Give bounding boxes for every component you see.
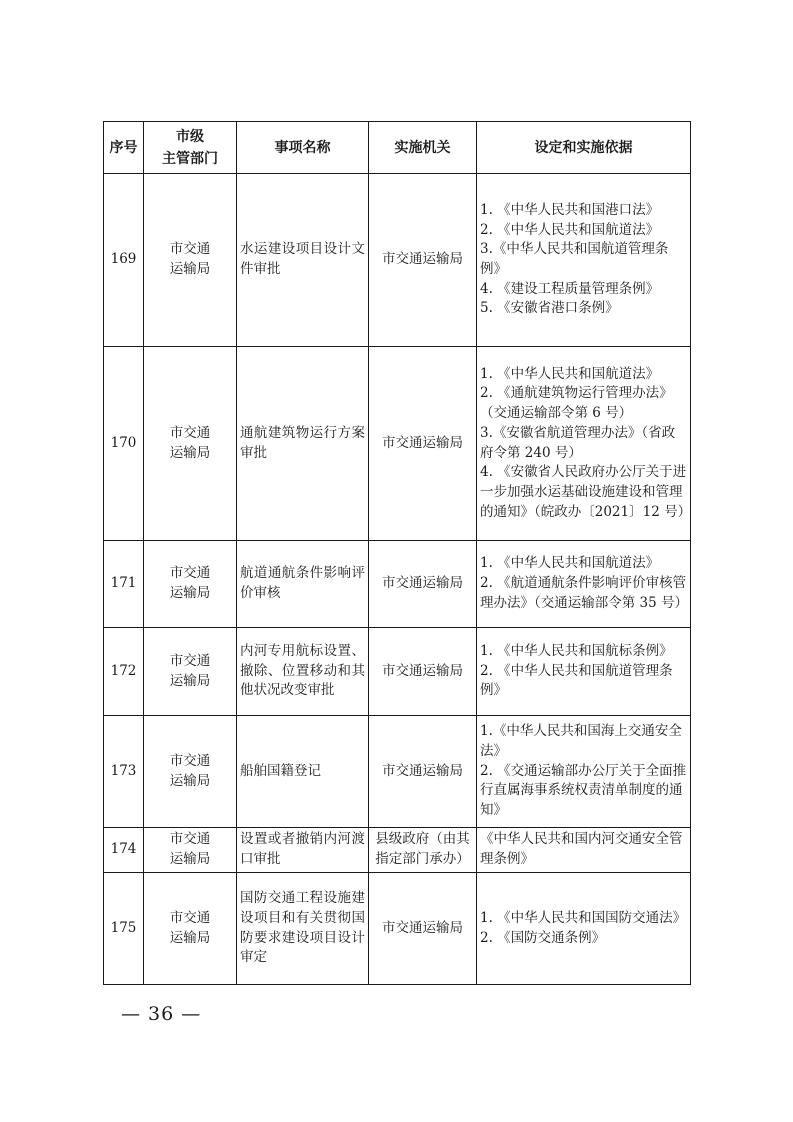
cell-dept-line: 运输局 [169,851,211,867]
cell-item-name: 国防交通工程设施建设项目和有关贯彻国防要求建设项目设计审定 [237,873,369,985]
cell-basis [477,174,691,347]
basis-item: 1. 《中华人民共和国航道法》 [480,365,660,382]
cell-dept [144,628,237,716]
table-row [104,347,691,541]
header-agency: 实施机关 [369,122,477,174]
cell-agency: 市交通运输局 [369,347,477,541]
cell-dept-line: 市交通 [169,652,211,669]
header-name: 事项名称 [237,122,369,174]
cell-dept-line: 运输局 [169,929,211,946]
table-row [104,716,691,828]
table-row [104,873,691,985]
cell-dept [144,873,237,985]
cell-item-name: 通航建筑物运行方案审批 [237,347,369,541]
header-dept-line1: 市级 [176,128,204,145]
table-header-row [104,122,691,174]
cell-dept-line: 运输局 [169,672,211,689]
cell-basis [477,541,691,628]
cell-dept [144,828,237,873]
cell-agency: 县级政府（由其指定部门承办） [369,828,477,873]
cell-agency: 市交通运输局 [369,628,477,716]
cell-no: 174 [104,828,144,873]
table-body [104,174,691,985]
cell-dept-line: 运输局 [169,261,211,277]
cell-dept [144,347,237,541]
basis-item: 1.《中华人民共和国海上交通安全法》 [480,723,682,759]
cell-dept-line: 运输局 [169,585,211,601]
basis-item: 4. 《安徽省人民政府办公厅关于进一步加强水运基础设施建设和管理的通知》（皖政办〔2021〕12 号） [480,464,692,520]
cell-dept-line: 市交通 [169,831,211,848]
cell-basis [477,828,691,873]
basis-item: 3.《安徽省航道管理办法》（省政府令第 240 号） [480,424,676,461]
cell-dept-line: 市交通 [169,909,211,926]
header-dept [144,122,237,174]
header-dept-line2: 主管部门 [162,150,218,167]
cell-dept [144,716,237,828]
table-row [104,628,691,716]
table-row [104,828,691,873]
header-no: 序号 [104,122,144,174]
cell-agency: 市交通运输局 [369,541,477,628]
basis-item: 3.《中华人民共和国航道管理条例》 [480,241,669,277]
basis-item: 1. 《中华人民共和国航标条例》 [480,642,673,659]
cell-item-name: 水运建设项目设计文件审批 [237,174,369,347]
cell-dept-line: 运输局 [169,444,211,461]
basis-item: 2. 《国防交通条例》 [480,929,606,946]
cell-no: 173 [104,716,144,828]
basis-item: 《中华人民共和国内河交通安全管理条例》 [480,831,683,867]
cell-agency: 市交通运输局 [369,716,477,828]
basis-item: 1. 《中华人民共和国港口法》 [480,201,660,218]
page-number: — 36 — [121,1003,202,1025]
administrative-items-table [103,121,691,985]
cell-basis [477,716,691,828]
cell-dept [144,174,237,347]
basis-item: 2. 《通航建筑物运行管理办法》（交通运输部令第 6 号） [480,385,673,422]
cell-basis [477,347,691,541]
basis-item: 1. 《中华人民共和国航道法》 [480,555,660,572]
cell-item-name: 设置或者撤销内河渡口审批 [237,828,369,873]
cell-item-name: 航道通航条件影响评价审核 [237,541,369,628]
cell-no: 170 [104,347,144,541]
basis-item: 4. 《建设工程质量管理条例》 [480,280,660,297]
cell-item-name: 内河专用航标设置、撤除、位置移动和其他状况改变审批 [237,628,369,716]
cell-dept [144,541,237,628]
cell-no: 171 [104,541,144,628]
cell-basis [477,628,691,716]
table-row [104,174,691,347]
basis-item: 5. 《安徽省港口条例》 [480,300,619,317]
cell-agency: 市交通运输局 [369,873,477,985]
cell-agency: 市交通运输局 [369,174,477,347]
cell-dept-line: 市交通 [169,241,211,258]
cell-no: 172 [104,628,144,716]
basis-item: 2. 《中华人民共和国航道法》 [480,221,660,238]
basis-item: 2. 《交通运输部办公厅关于全面推行直属海事系统权责清单制度的通知》 [480,762,687,819]
cell-dept-line: 市交通 [169,565,211,582]
cell-no: 175 [104,873,144,985]
basis-item: 2. 《中华人民共和国航道管理条例》 [480,662,673,699]
table-row [104,541,691,628]
cell-dept-line: 运输局 [169,772,211,789]
cell-item-name: 船舶国籍登记 [237,716,369,828]
cell-dept-line: 市交通 [169,424,211,441]
cell-dept-line: 市交通 [169,752,211,769]
cell-basis [477,873,691,985]
header-basis: 设定和实施依据 [477,122,691,174]
basis-item: 1. 《中华人民共和国国防交通法》 [480,909,687,926]
cell-no: 169 [104,174,144,347]
basis-item: 2. 《航道通航条件影响评价审核管理办法》（交通运输部令第 35 号） [480,575,689,611]
